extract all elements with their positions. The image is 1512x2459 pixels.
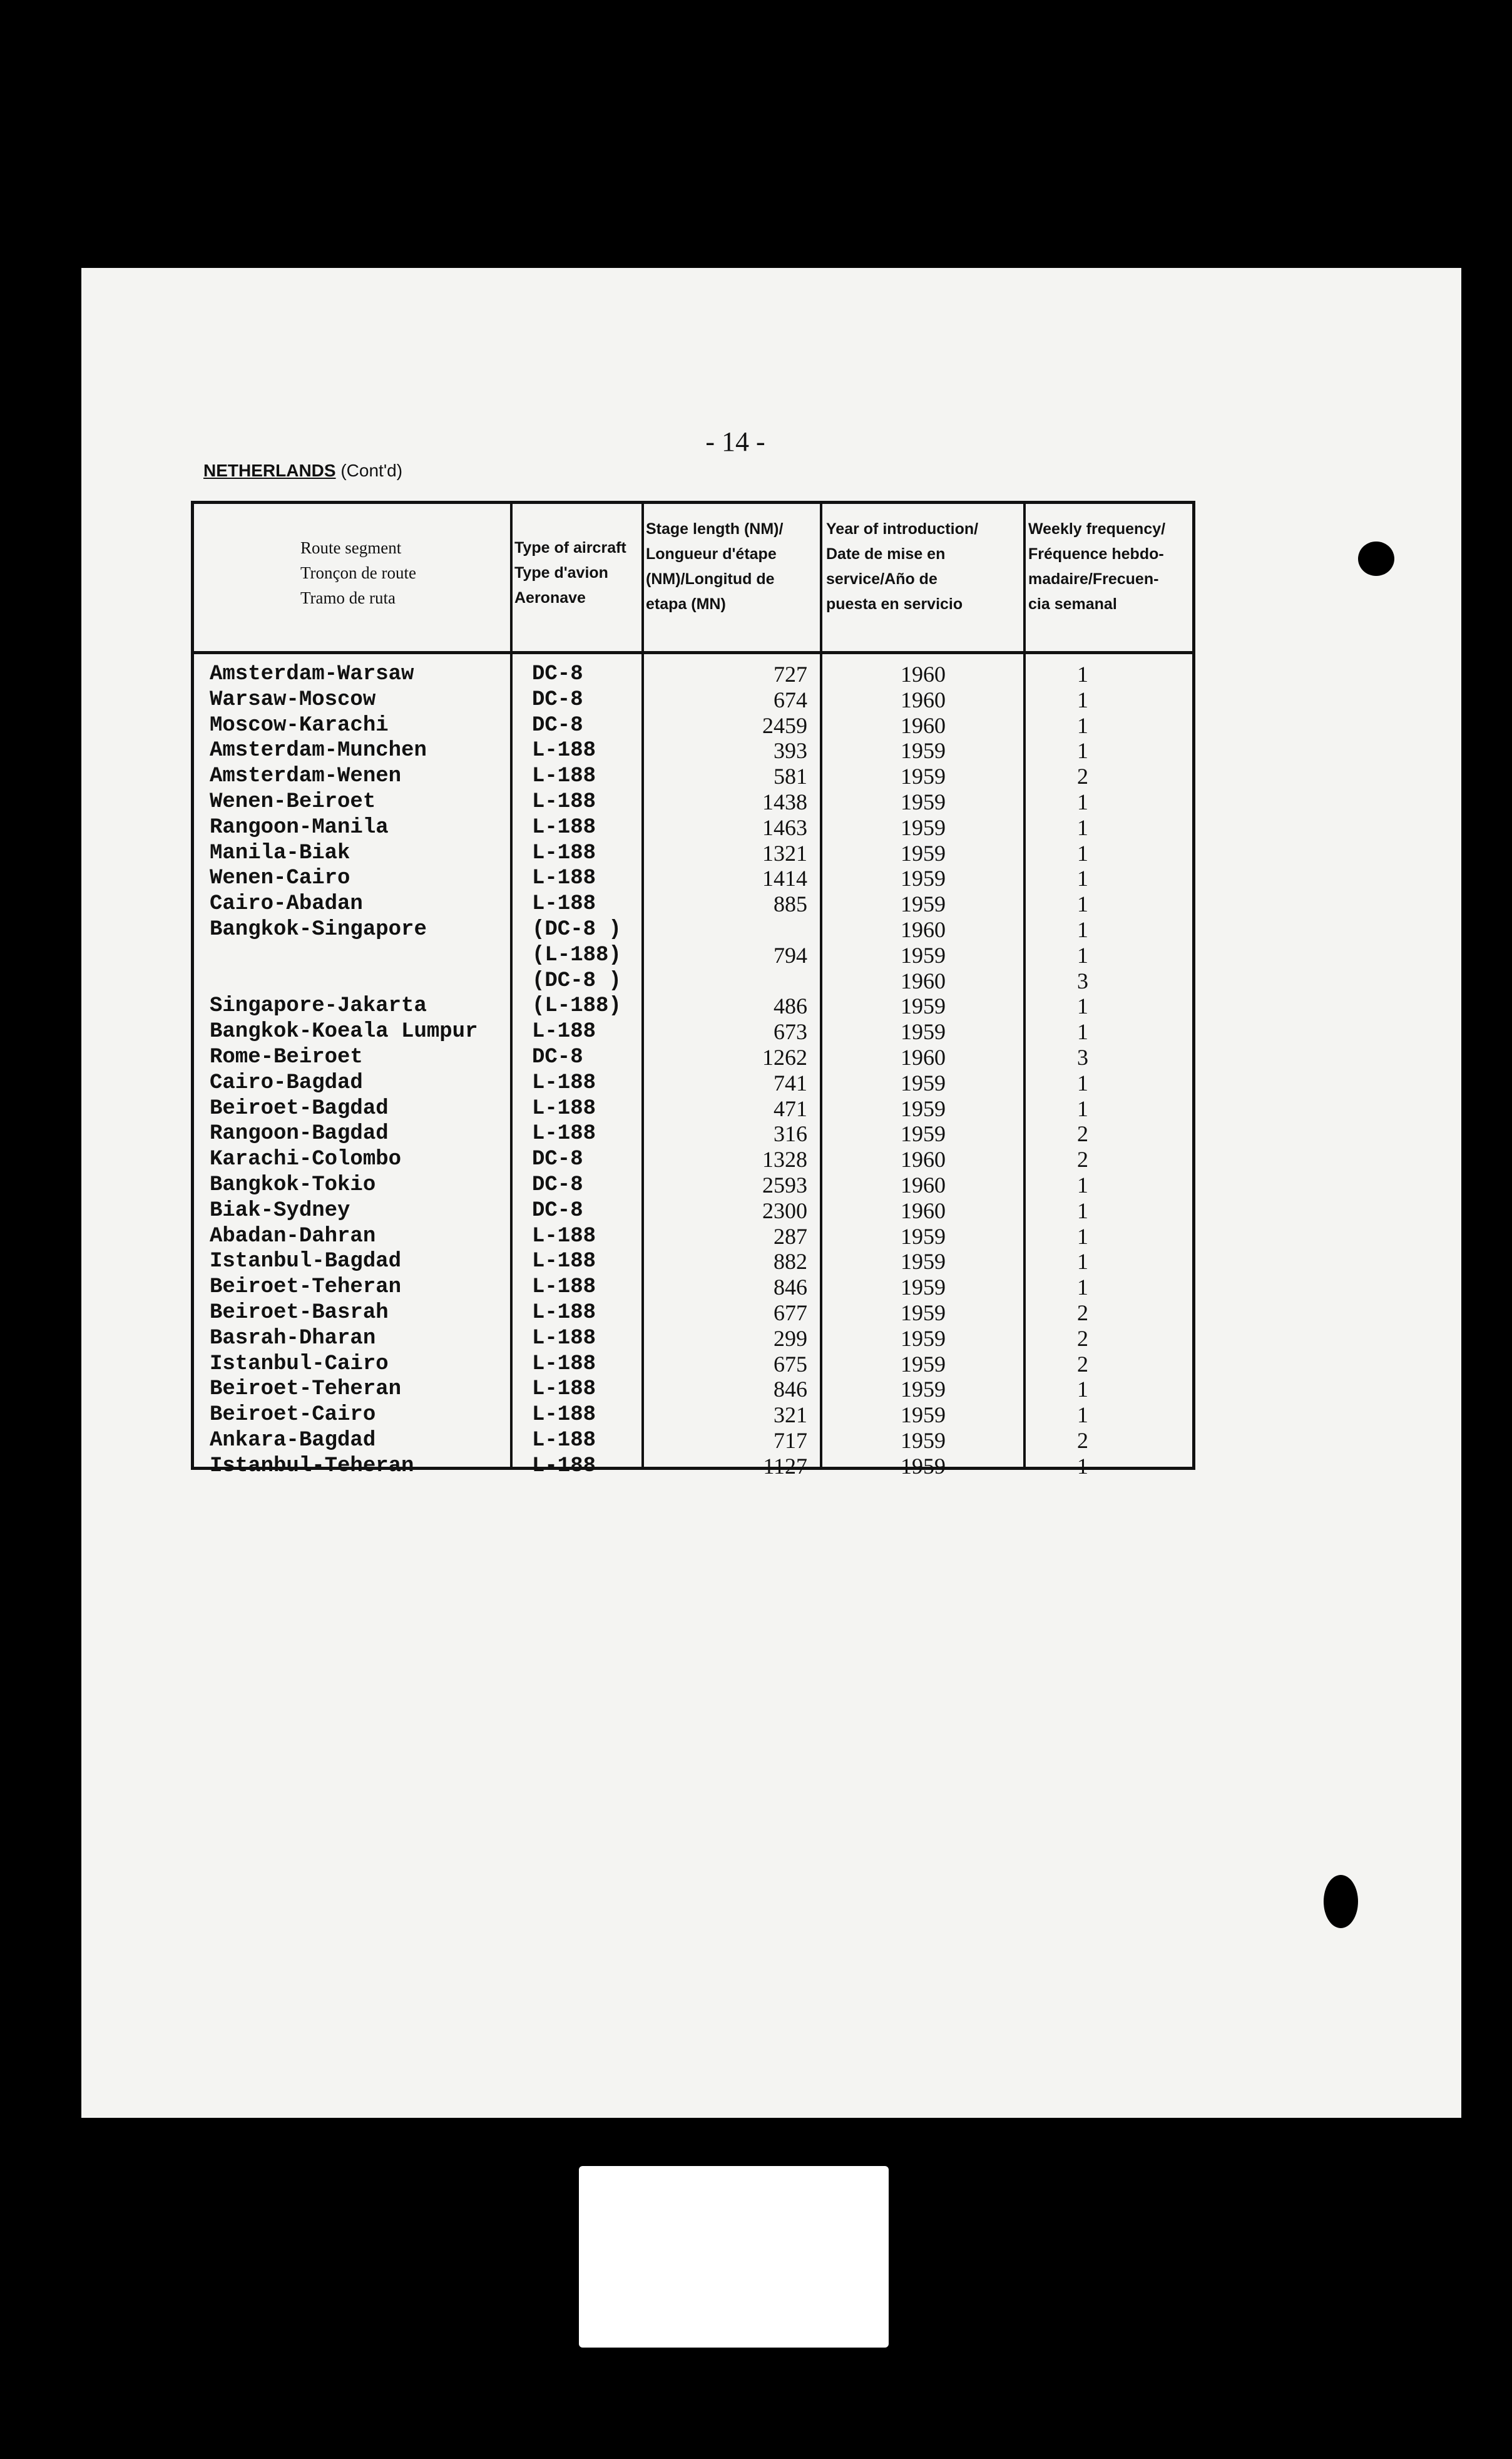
- aircraft-type-cell: L-188: [532, 1352, 596, 1376]
- aircraft-type-cell: DC-8: [532, 662, 583, 686]
- year-cell: 1959: [901, 738, 946, 764]
- route-cell: Beiroet-Teheran: [210, 1377, 402, 1402]
- table-row: [194, 1224, 1192, 1250]
- year-cell: 1960: [901, 1045, 946, 1070]
- table-row: [194, 1402, 1192, 1428]
- year-cell: 1959: [901, 942, 946, 968]
- table-row: [194, 1300, 1192, 1326]
- stage-length-cell: 727: [774, 662, 807, 687]
- aircraft-type-cell: (DC-8 ): [532, 918, 621, 942]
- header-line: Type d'avion: [514, 564, 608, 582]
- year-cell: 1959: [901, 814, 946, 840]
- frequency-cell: 1: [1077, 738, 1088, 764]
- aircraft-type-cell: DC-8: [532, 1045, 583, 1069]
- table-row: [194, 943, 1192, 968]
- frequency-cell: 1: [1077, 1173, 1088, 1198]
- header-line: Type of aircraft: [514, 539, 626, 557]
- route-cell: Wenen-Beiroet: [210, 790, 376, 814]
- header-line: Stage length (NM)/: [646, 520, 784, 538]
- stage-length-cell: 675: [774, 1351, 807, 1377]
- year-cell: 1960: [901, 1198, 946, 1223]
- year-cell: 1960: [901, 1173, 946, 1198]
- table-row: [194, 789, 1192, 815]
- stage-length-cell: 2593: [762, 1173, 807, 1198]
- continued-label: (Cont'd): [340, 461, 403, 480]
- stage-length-cell: 717: [774, 1428, 807, 1453]
- aircraft-type-cell: L-188: [532, 1250, 596, 1274]
- year-cell: 1959: [901, 1249, 946, 1275]
- route-cell: Biak-Sydney: [210, 1198, 350, 1223]
- stage-length-cell: 673: [774, 1019, 807, 1045]
- aircraft-type-cell: L-188: [532, 1454, 596, 1478]
- aircraft-type-cell: L-188: [532, 1070, 596, 1095]
- aircraft-type-cell: L-188: [532, 764, 596, 789]
- route-cell: Karachi-Colombo: [210, 1147, 402, 1172]
- table-row: [194, 1454, 1192, 1479]
- frequency-cell: 1: [1077, 1402, 1088, 1428]
- route-cell: Istanbul-Teheran: [210, 1454, 414, 1478]
- country-name: NETHERLANDS: [203, 461, 336, 480]
- stage-length-cell: [657, 917, 807, 943]
- table-row: [194, 1096, 1192, 1122]
- frequency-cell: 1: [1077, 789, 1088, 814]
- frequency-cell: 1: [1077, 1019, 1088, 1045]
- aircraft-type-cell: L-188: [532, 1275, 596, 1300]
- aircraft-type-cell: DC-8: [532, 713, 583, 737]
- table-row: [194, 1428, 1192, 1454]
- frequency-cell: 3: [1077, 1045, 1088, 1070]
- aircraft-type-cell: L-188: [532, 1377, 596, 1402]
- frequency-cell: 1: [1077, 1377, 1088, 1402]
- year-cell: 1959: [901, 1402, 946, 1428]
- page-number: - 14 -: [705, 426, 765, 457]
- aircraft-type-cell: (L-188): [532, 943, 621, 967]
- stage-length-cell: 581: [774, 764, 807, 789]
- stage-length-cell: 1321: [762, 840, 807, 866]
- route-cell: Beiroet-Basrah: [210, 1301, 389, 1325]
- table-row: [194, 815, 1192, 841]
- year-cell: 1959: [901, 1325, 946, 1351]
- stage-length-cell: 1463: [762, 814, 807, 840]
- year-cell: 1959: [901, 1121, 946, 1147]
- frequency-cell: 1: [1077, 712, 1088, 738]
- table-row: [194, 866, 1192, 891]
- header-line: Date de mise en: [826, 545, 946, 563]
- year-cell: 1959: [901, 1223, 946, 1249]
- year-cell: 1959: [901, 1428, 946, 1453]
- aircraft-type-cell: L-188: [532, 1122, 596, 1146]
- table-row: [194, 1326, 1192, 1352]
- year-cell: 1959: [901, 840, 946, 866]
- stage-length-cell: 2300: [762, 1198, 807, 1223]
- frequency-cell: 2: [1077, 1300, 1088, 1325]
- frequency-cell: 1: [1077, 814, 1088, 840]
- header-line: Fréquence hebdo-: [1028, 545, 1164, 563]
- aircraft-type-cell: DC-8: [532, 1173, 583, 1197]
- table-row: [194, 1173, 1192, 1198]
- year-cell: 1960: [901, 917, 946, 942]
- aircraft-type-cell: L-188: [532, 815, 596, 839]
- table-header: [194, 504, 1192, 654]
- header-route: [300, 535, 416, 610]
- header-line: Tramo de ruta: [300, 588, 396, 607]
- stage-length-cell: 846: [774, 1377, 807, 1402]
- frequency-cell: 1: [1077, 866, 1088, 891]
- table-row: [194, 968, 1192, 994]
- route-cell: Istanbul-Bagdad: [210, 1250, 402, 1274]
- aircraft-type-cell: L-188: [532, 1301, 596, 1325]
- stage-length-cell: 287: [774, 1223, 807, 1249]
- frequency-cell: 1: [1077, 891, 1088, 917]
- archive-label: [579, 2166, 889, 2348]
- table-row: [194, 1019, 1192, 1045]
- table-row: [194, 687, 1192, 713]
- frequency-cell: 1: [1077, 1453, 1088, 1479]
- route-cell: Basrah-Dharan: [210, 1326, 376, 1350]
- frequency-cell: 2: [1077, 1325, 1088, 1351]
- frequency-cell: 1: [1077, 1198, 1088, 1223]
- stage-length-cell: 885: [774, 891, 807, 917]
- header-type: [514, 535, 626, 610]
- year-cell: 1959: [901, 1275, 946, 1300]
- header-line: Aeronave: [514, 589, 586, 607]
- aircraft-type-cell: L-188: [532, 1020, 596, 1044]
- route-cell: Cairo-Bagdad: [210, 1070, 363, 1095]
- route-cell: Rome-Beiroet: [210, 1045, 363, 1069]
- route-cell: Abadan-Dahran: [210, 1224, 376, 1248]
- route-cell: Amsterdam-Wenen: [210, 764, 402, 789]
- stage-length-cell: 674: [774, 687, 807, 712]
- route-cell: Manila-Biak: [210, 841, 350, 865]
- stage-length-cell: 794: [774, 942, 807, 968]
- frequency-cell: 2: [1077, 1428, 1088, 1453]
- frequency-cell: 2: [1077, 1147, 1088, 1173]
- header-line: puesta en servicio: [826, 595, 963, 613]
- table-row: [194, 713, 1192, 739]
- route-cell: Beiroet-Cairo: [210, 1403, 376, 1427]
- header-line: service/Año de: [826, 570, 937, 588]
- header-line: cia semanal: [1028, 595, 1117, 613]
- table-row: [194, 1045, 1192, 1070]
- stage-length-cell: 1438: [762, 789, 807, 814]
- header-line: Year of introduction/: [826, 520, 979, 538]
- table-row: [194, 917, 1192, 943]
- header-year: [826, 516, 978, 617]
- frequency-cell: 1: [1077, 1223, 1088, 1249]
- header-line: Tronçon de route: [300, 563, 416, 582]
- route-cell: Bangkok-Koeala Lumpur: [210, 1020, 478, 1044]
- table-row: [194, 1198, 1192, 1224]
- table-row: [194, 1070, 1192, 1096]
- stage-length-cell: 1262: [762, 1045, 807, 1070]
- table-row: [194, 993, 1192, 1019]
- frequency-cell: 2: [1077, 1121, 1088, 1147]
- aircraft-type-cell: L-188: [532, 1096, 596, 1121]
- route-cell: Istanbul-Cairo: [210, 1352, 389, 1376]
- aircraft-type-cell: L-188: [532, 866, 596, 891]
- header-line: Route segment: [300, 538, 402, 557]
- stage-length-cell: 1127: [763, 1453, 807, 1479]
- header-length: [646, 516, 783, 617]
- stage-length-cell: 882: [774, 1249, 807, 1275]
- frequency-cell: 3: [1077, 968, 1088, 993]
- route-cell: Amsterdam-Munchen: [210, 739, 427, 763]
- route-cell: Moscow-Karachi: [210, 713, 389, 737]
- year-cell: 1959: [901, 764, 946, 789]
- stage-length-cell: [657, 968, 807, 994]
- stage-length-cell: 321: [774, 1402, 807, 1428]
- punch-hole-mark: [1324, 1875, 1358, 1928]
- table-row: [194, 841, 1192, 866]
- table-row: [194, 662, 1192, 687]
- table-row: [194, 891, 1192, 917]
- year-cell: 1960: [901, 1147, 946, 1173]
- aircraft-type-cell: L-188: [532, 892, 596, 916]
- year-cell: 1960: [901, 712, 946, 738]
- aircraft-type-cell: (L-188): [532, 994, 621, 1019]
- aircraft-type-cell: L-188: [532, 1403, 596, 1427]
- frequency-cell: 2: [1077, 764, 1088, 789]
- route-cell: Beiroet-Bagdad: [210, 1096, 389, 1121]
- header-line: etapa (MN): [646, 595, 726, 613]
- frequency-cell: 1: [1077, 662, 1088, 687]
- frequency-cell: 2: [1077, 1351, 1088, 1377]
- aircraft-type-cell: DC-8: [532, 1147, 583, 1172]
- route-cell: Wenen-Cairo: [210, 866, 350, 891]
- frequency-cell: 1: [1077, 687, 1088, 712]
- route-cell: Warsaw-Moscow: [210, 687, 376, 712]
- aircraft-type-cell: L-188: [532, 1224, 596, 1248]
- stage-length-cell: 846: [774, 1275, 807, 1300]
- frequency-cell: 1: [1077, 1275, 1088, 1300]
- aircraft-type-cell: L-188: [532, 790, 596, 814]
- aircraft-type-cell: (DC-8 ): [532, 968, 621, 993]
- route-cell: Rangoon-Bagdad: [210, 1122, 389, 1146]
- route-cell: Beiroet-Teheran: [210, 1275, 402, 1300]
- year-cell: 1959: [901, 993, 946, 1019]
- aircraft-type-cell: L-188: [532, 1429, 596, 1452]
- stage-length-cell: 471: [774, 1096, 807, 1121]
- frequency-cell: 1: [1077, 942, 1088, 968]
- route-cell: Bangkok-Tokio: [210, 1173, 376, 1197]
- stage-length-cell: 393: [774, 738, 807, 764]
- table-row: [194, 1121, 1192, 1147]
- stage-length-cell: 1414: [762, 866, 807, 891]
- section-title: [203, 461, 402, 481]
- table-row: [194, 1249, 1192, 1275]
- punch-hole-mark: [1358, 542, 1394, 576]
- aircraft-type-cell: DC-8: [532, 687, 583, 712]
- header-frequency: [1028, 516, 1165, 617]
- stage-length-cell: 299: [774, 1325, 807, 1351]
- route-cell: Rangoon-Manila: [210, 815, 389, 839]
- year-cell: 1959: [901, 1019, 946, 1045]
- table-row: [194, 1147, 1192, 1173]
- stage-length-cell: 677: [774, 1300, 807, 1325]
- table-row: [194, 1377, 1192, 1402]
- year-cell: 1960: [901, 662, 946, 687]
- year-cell: 1959: [901, 1096, 946, 1121]
- year-cell: 1959: [901, 1377, 946, 1402]
- aircraft-type-cell: DC-8: [532, 1198, 583, 1223]
- route-cell: Amsterdam-Warsaw: [210, 662, 414, 686]
- frequency-cell: 1: [1077, 1070, 1088, 1096]
- year-cell: 1959: [901, 1453, 946, 1479]
- table-row: [194, 1352, 1192, 1377]
- table-row: [194, 738, 1192, 764]
- year-cell: 1959: [901, 789, 946, 814]
- frequency-cell: 1: [1077, 1249, 1088, 1275]
- stage-length-cell: 486: [774, 993, 807, 1019]
- year-cell: 1960: [901, 968, 946, 993]
- year-cell: 1959: [901, 1351, 946, 1377]
- frequency-cell: 1: [1077, 840, 1088, 866]
- header-line: Longueur d'étape: [646, 545, 777, 563]
- frequency-cell: 1: [1077, 993, 1088, 1019]
- table-row: [194, 764, 1192, 789]
- route-cell: Bangkok-Singapore: [210, 918, 427, 942]
- route-cell: Singapore-Jakarta: [210, 994, 427, 1019]
- table-row: [194, 1275, 1192, 1300]
- stage-length-cell: 741: [774, 1070, 807, 1096]
- header-line: madaire/Frecuen-: [1028, 570, 1159, 588]
- year-cell: 1960: [901, 687, 946, 712]
- year-cell: 1959: [901, 1300, 946, 1325]
- route-cell: Cairo-Abadan: [210, 892, 363, 916]
- frequency-cell: 1: [1077, 917, 1088, 942]
- routes-table: [191, 501, 1195, 1479]
- year-cell: 1959: [901, 891, 946, 917]
- aircraft-type-cell: L-188: [532, 739, 596, 763]
- aircraft-type-cell: L-188: [532, 841, 596, 865]
- stage-length-cell: 316: [774, 1121, 807, 1147]
- year-cell: 1959: [901, 1070, 946, 1096]
- header-line: Weekly frequency/: [1028, 520, 1166, 538]
- route-cell: Ankara-Bagdad: [210, 1429, 376, 1452]
- aircraft-type-cell: L-188: [532, 1326, 596, 1350]
- header-line: (NM)/Longitud de: [646, 570, 775, 588]
- frequency-cell: 1: [1077, 1096, 1088, 1121]
- year-cell: 1959: [901, 866, 946, 891]
- stage-length-cell: 2459: [762, 712, 807, 738]
- stage-length-cell: 1328: [762, 1147, 807, 1173]
